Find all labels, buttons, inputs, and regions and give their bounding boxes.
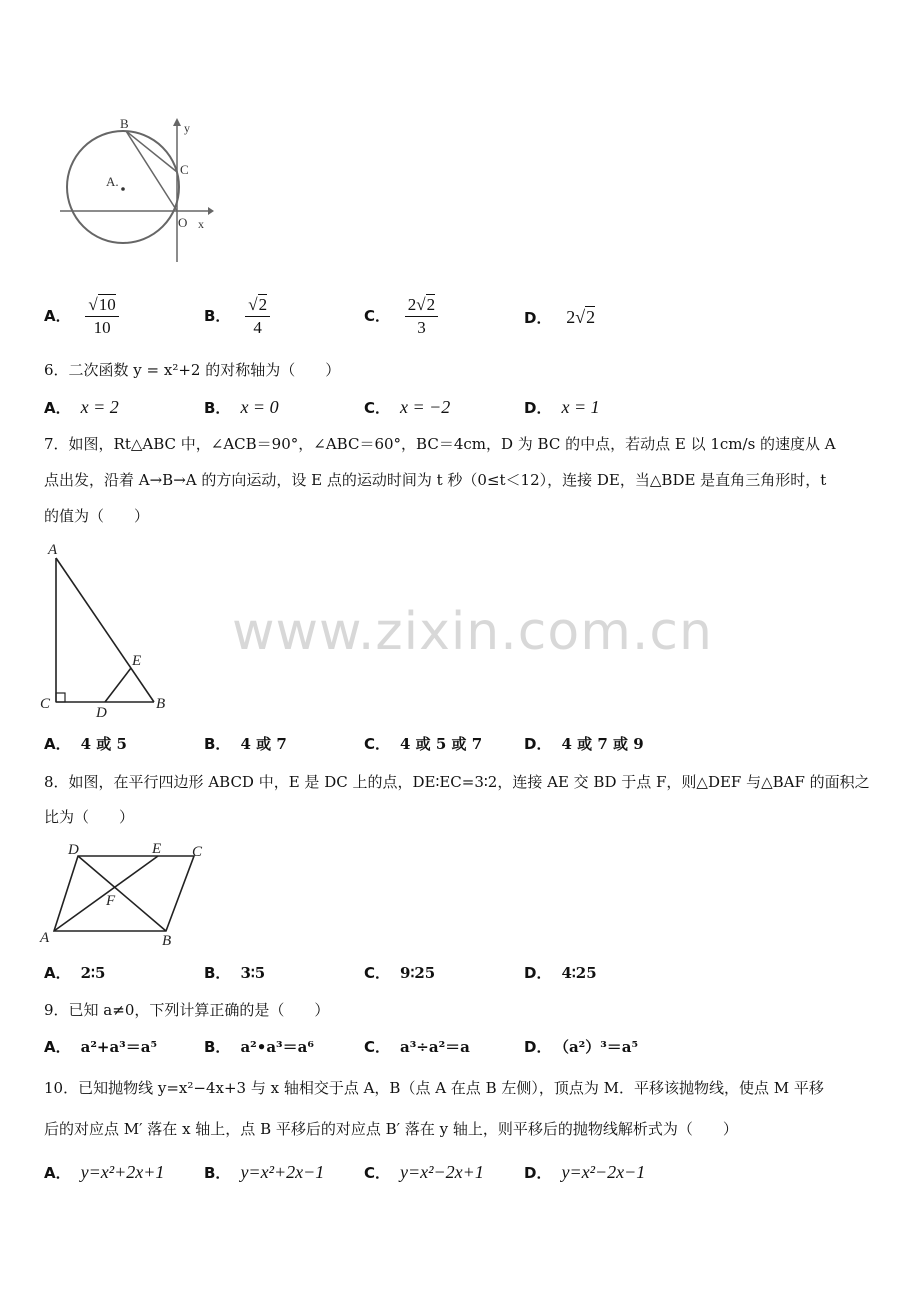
q10-option-c: C． y=x²−2x+1	[364, 1162, 484, 1182]
q5-option-c-label: C．	[364, 306, 391, 325]
label-C: C	[40, 696, 51, 712]
segment-BO	[126, 131, 177, 211]
q10-option-d: D． y=x²−2x−1	[524, 1162, 646, 1182]
label-y: y	[184, 121, 190, 135]
q5-option-c	[364, 294, 438, 339]
q8-option-b: B． 3∶5	[204, 964, 266, 982]
figure-circle-axes	[58, 112, 218, 262]
figure-parallelogram	[38, 838, 210, 950]
q7-option-d: D． 4 或 7 或 9	[524, 735, 644, 753]
center-point-A	[121, 187, 125, 191]
q6-stem: 6．二次函数 y = x²+2 的对称轴为（ ）	[44, 361, 341, 379]
segment-DE	[105, 668, 131, 702]
q10-stem-line2: 后的对应点 M′ 落在 x 轴上，点 B 平移后的对应点 B′ 落在 y 轴上，则平移后的抛物线解析式为（ ）	[44, 1120, 738, 1138]
q5-option-b-label: B．	[204, 306, 231, 325]
q9-option-a: A． a²+a³＝a⁵	[44, 1038, 158, 1056]
q5-option-d-value: 2	[586, 307, 596, 327]
q5-option-b	[204, 294, 270, 339]
q5-option-d: D． 2√2	[524, 307, 596, 327]
q8-option-a: A． 2∶5	[44, 964, 106, 982]
q7-option-c: C． 4 或 5 或 7	[364, 735, 483, 753]
q10-option-b: B． y=x²+2x−1	[204, 1162, 325, 1182]
q5-option-d-label: D．	[524, 309, 552, 327]
q7-option-b: B． 4 或 7	[204, 735, 287, 753]
label-B: B	[120, 116, 129, 131]
q6-option-a: A． x = 2	[44, 397, 119, 417]
parallelogram-ABCD	[54, 856, 194, 931]
q7-stem-line2: 点出发，沿着 A→B→A 的方向运动，设 E 点的运动时间为 t 秒（0≤t＜12），连接 DE，当△BDE 是直角三角形时，t	[44, 471, 827, 489]
q7-stem-line3: 的值为（ ）	[44, 507, 150, 525]
segment-BD	[78, 856, 166, 931]
q5-option-a-fraction: $\frac{√10}{10}$	[85, 294, 118, 339]
label-B: B	[162, 933, 172, 949]
q10-option-a: A． y=x²+2x+1	[44, 1162, 165, 1182]
q6-option-b: B． x = 0	[204, 397, 279, 417]
q9-stem: 9．已知 a≠0，下列计算正确的是（ ）	[44, 1001, 330, 1019]
right-angle-mark	[56, 693, 65, 702]
x-axis-arrow	[208, 207, 214, 215]
label-D: D	[96, 705, 107, 718]
q7-option-a: A． 4 或 5	[44, 735, 127, 753]
q9-option-b: B． a²•a³＝a⁶	[204, 1038, 314, 1056]
q5-option-a-label: A．	[44, 306, 71, 325]
q6-option-c: C． x = −2	[364, 397, 451, 417]
label-A: A	[40, 930, 50, 946]
q5-option-b-fraction: $\frac{√2}{4}$	[245, 294, 270, 339]
label-E: E	[132, 653, 142, 669]
q7-stem-line1: 7．如图，Rt△ABC 中，∠ACB＝90°，∠ABC＝60°，BC＝4cm，D 为 BC 的中点，若动点 E 以 1cm/s 的速度从 A	[44, 435, 836, 453]
q9-option-d: D． （a²）³＝a⁵	[524, 1038, 639, 1056]
y-axis-arrow	[173, 118, 181, 126]
figure-right-triangle	[38, 540, 178, 718]
label-A: A.	[106, 174, 119, 189]
q8-option-d: D． 4∶25	[524, 964, 597, 982]
q6-option-d: D． x = 1	[524, 397, 600, 417]
segment-AB	[56, 558, 154, 702]
label-C: C	[192, 844, 203, 860]
label-O: O	[178, 215, 188, 230]
q10-stem-line1: 10．已知抛物线 y=x²−4x+3 与 x 轴相交于点 A，B（点 A 在点 B 左侧），顶点为 M．平移该抛物线，使点 M 平移	[44, 1079, 824, 1097]
label-E: E	[152, 841, 162, 857]
label-B: B	[156, 696, 166, 712]
label-D: D	[68, 842, 79, 858]
q8-option-c: C． 9∶25	[364, 964, 436, 982]
q8-stem-line2: 比为（ ）	[44, 808, 135, 826]
q9-option-c: C． a³÷a²＝a	[364, 1038, 470, 1056]
watermark: www.zixin.com.cn	[232, 602, 713, 662]
q8-stem-line1: 8．如图，在平行四边形 ABCD 中，E 是 DC 上的点，DE∶EC=3∶2，连接 AE 交 BD 于点 F，则△DEF 与△BAF 的面积之	[44, 773, 870, 791]
segment-BC	[126, 131, 177, 172]
label-x: x	[198, 217, 204, 231]
label-A: A	[48, 542, 58, 558]
label-C: C	[180, 162, 189, 177]
label-F: F	[106, 893, 116, 909]
q5-option-c-fraction: $\frac{2√2}{3}$	[405, 294, 438, 339]
q5-option-a	[44, 294, 119, 339]
